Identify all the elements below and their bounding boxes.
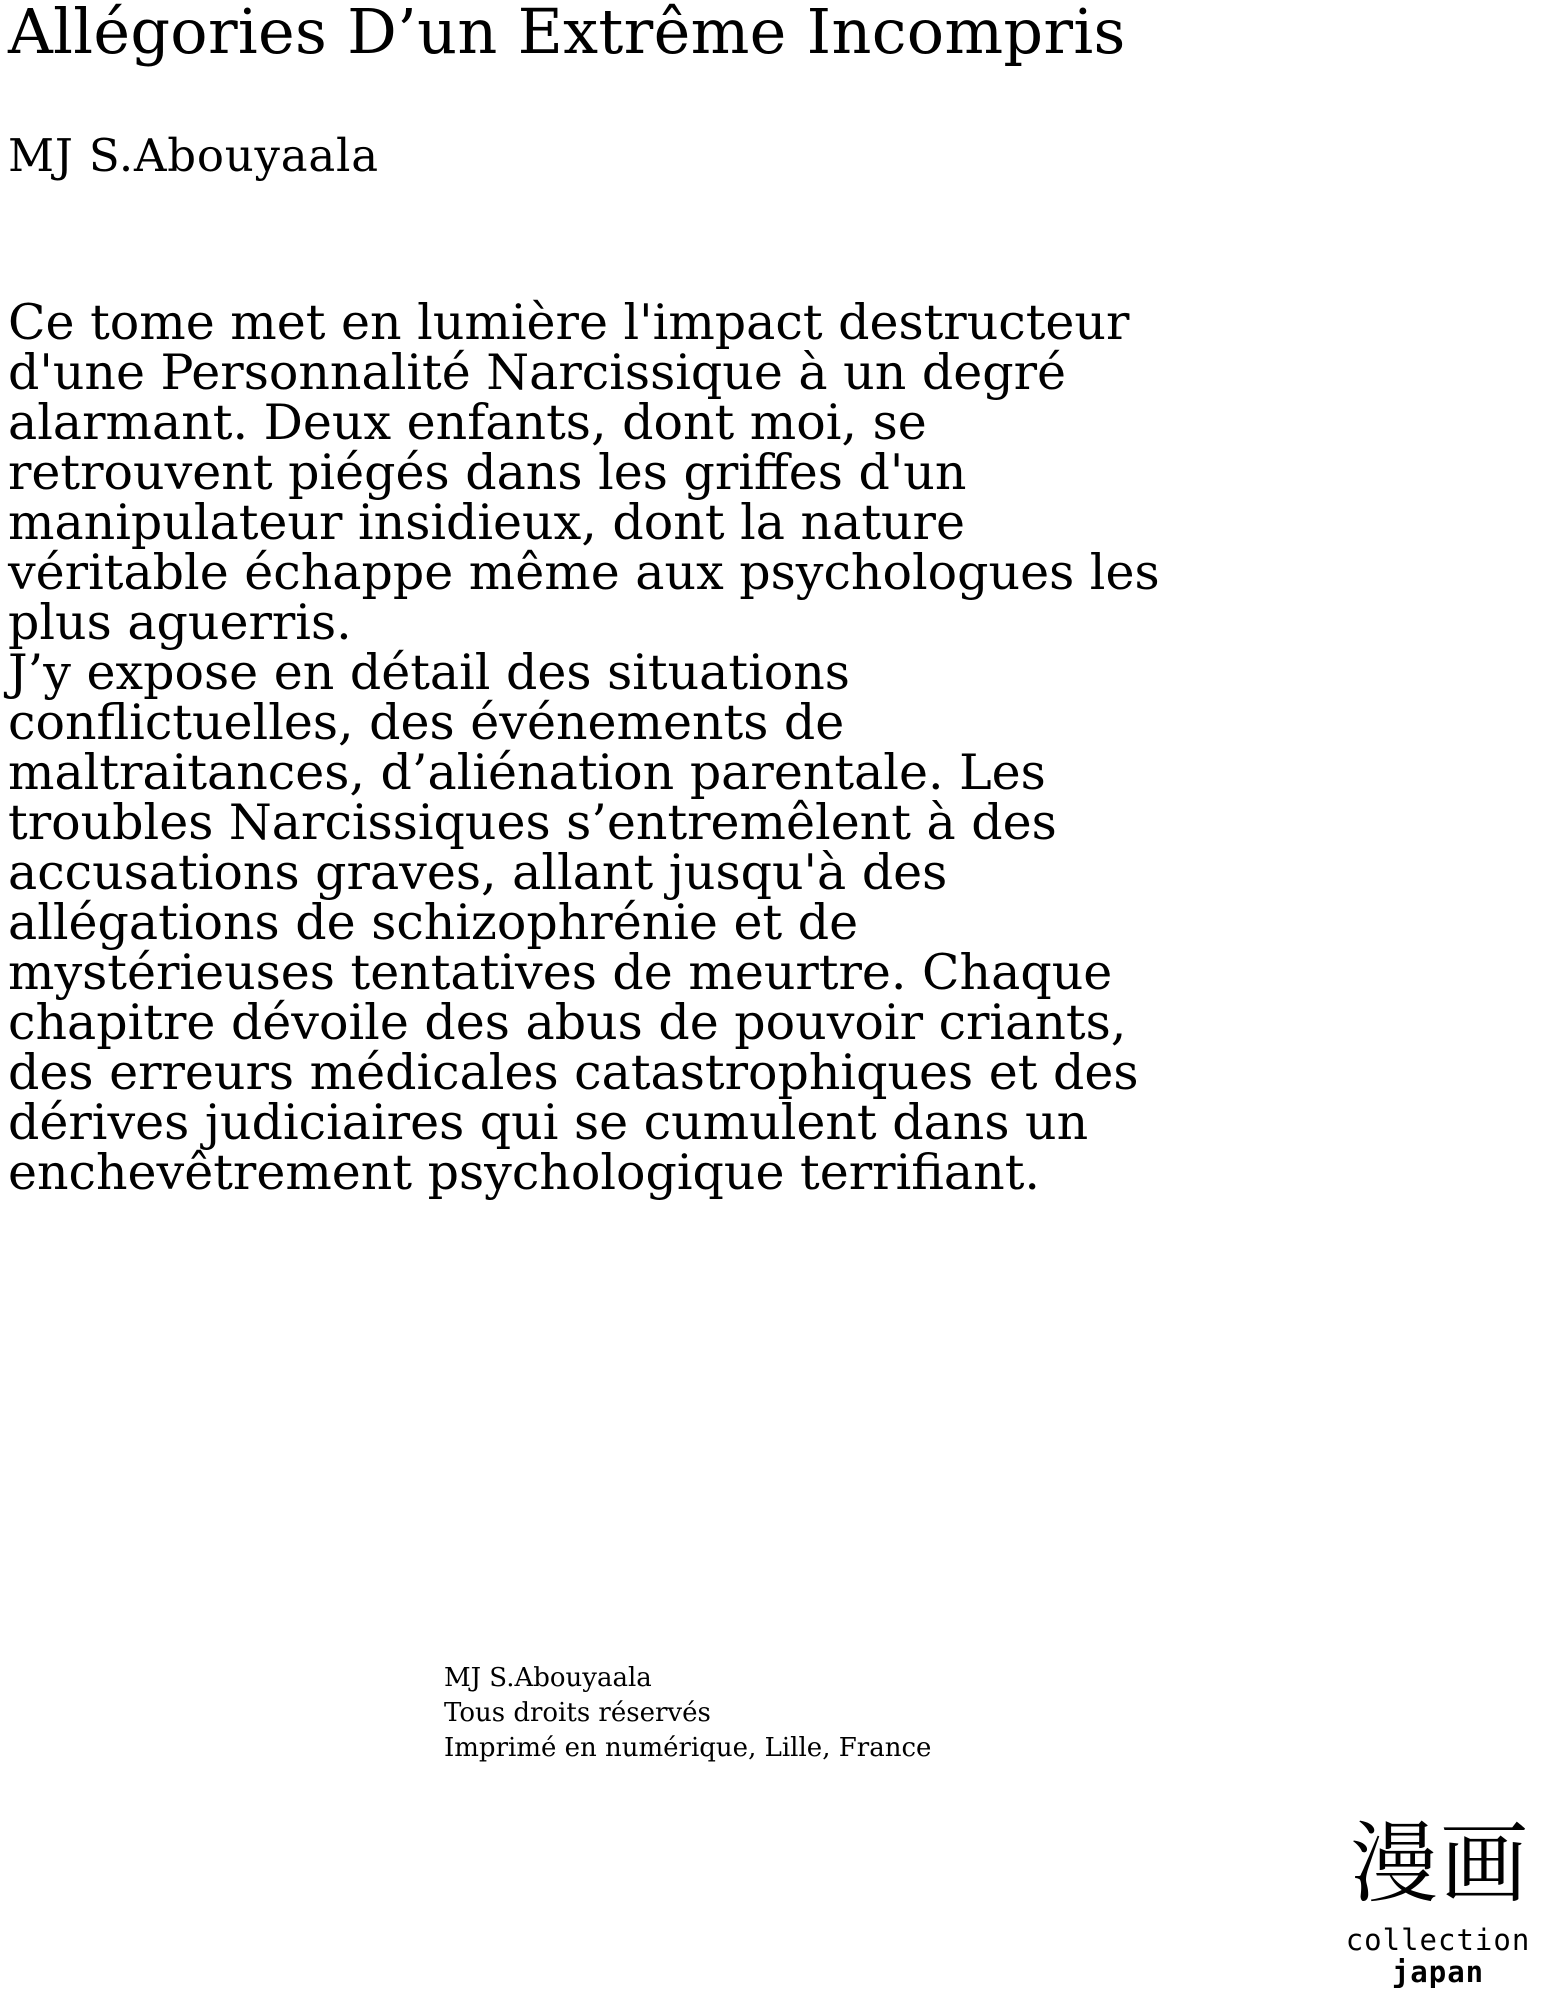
blurb-line: chapitre dévoile des abus de pouvoir criants, — [8, 994, 1127, 1051]
blurb-line: allégations de schizophrénie et de — [8, 894, 859, 951]
logo-japan-text: japan — [1391, 1955, 1485, 1989]
blurb-line: dérives judiciaires qui se cumulent dans un — [8, 1094, 1089, 1151]
blurb-line: retrouvent piégés dans les griffes d'un — [8, 444, 967, 501]
blurb-line: d'une Personnalité Narcissique à un degré — [8, 344, 1067, 401]
blurb-line: accusations graves, allant jusqu'à des — [8, 844, 948, 901]
blurb-line: des erreurs médicales catastrophiques et des — [8, 1044, 1139, 1101]
blurb-line: véritable échappe même aux psychologues les — [8, 544, 1160, 601]
blurb-line: alarmant. Deux enfants, dont moi, se — [8, 394, 927, 451]
imprint-block — [444, 1661, 931, 1766]
author-name: MJ S.Abouyaala — [8, 129, 379, 182]
book-title: Allégories D’un Extrême Incompris — [8, 0, 1126, 68]
blurb-line: maltraitances, d’aliénation parentale. Les — [8, 744, 1046, 801]
blurb-line: conflictuelles, des événements de — [8, 694, 845, 751]
blurb-line: J’y expose en détail des situations — [8, 644, 850, 701]
imprint-printed: Imprimé en numérique, Lille, France — [444, 1733, 932, 1763]
blurb-line: troubles Narcissiques s’entremêlent à des — [8, 794, 1057, 851]
blurb-paragraph-2 — [8, 644, 1208, 1201]
blurb-line: plus aguerris. — [8, 594, 352, 651]
imprint-rights: Tous droits réservés — [444, 1698, 711, 1728]
logo-collection-text: collection — [1345, 1923, 1531, 1957]
blurb-line: Ce tome met en lumière l'impact destructeur — [8, 294, 1130, 351]
blurb-line: enchevêtrement psychologique terrifiant. — [8, 1144, 1040, 1201]
blurb-line: mystérieuses tentatives de meurtre. Chaque — [8, 944, 1113, 1001]
imprint-author: MJ S.Abouyaala — [444, 1663, 652, 1693]
collection-logo — [1338, 1814, 1538, 1988]
manga-kanji-logo: 漫画 — [1349, 1812, 1530, 1915]
blurb-line: manipulateur insidieux, dont la nature — [8, 494, 965, 551]
back-cover-blurb — [8, 294, 1208, 1201]
blurb-paragraph-1 — [8, 294, 1208, 651]
